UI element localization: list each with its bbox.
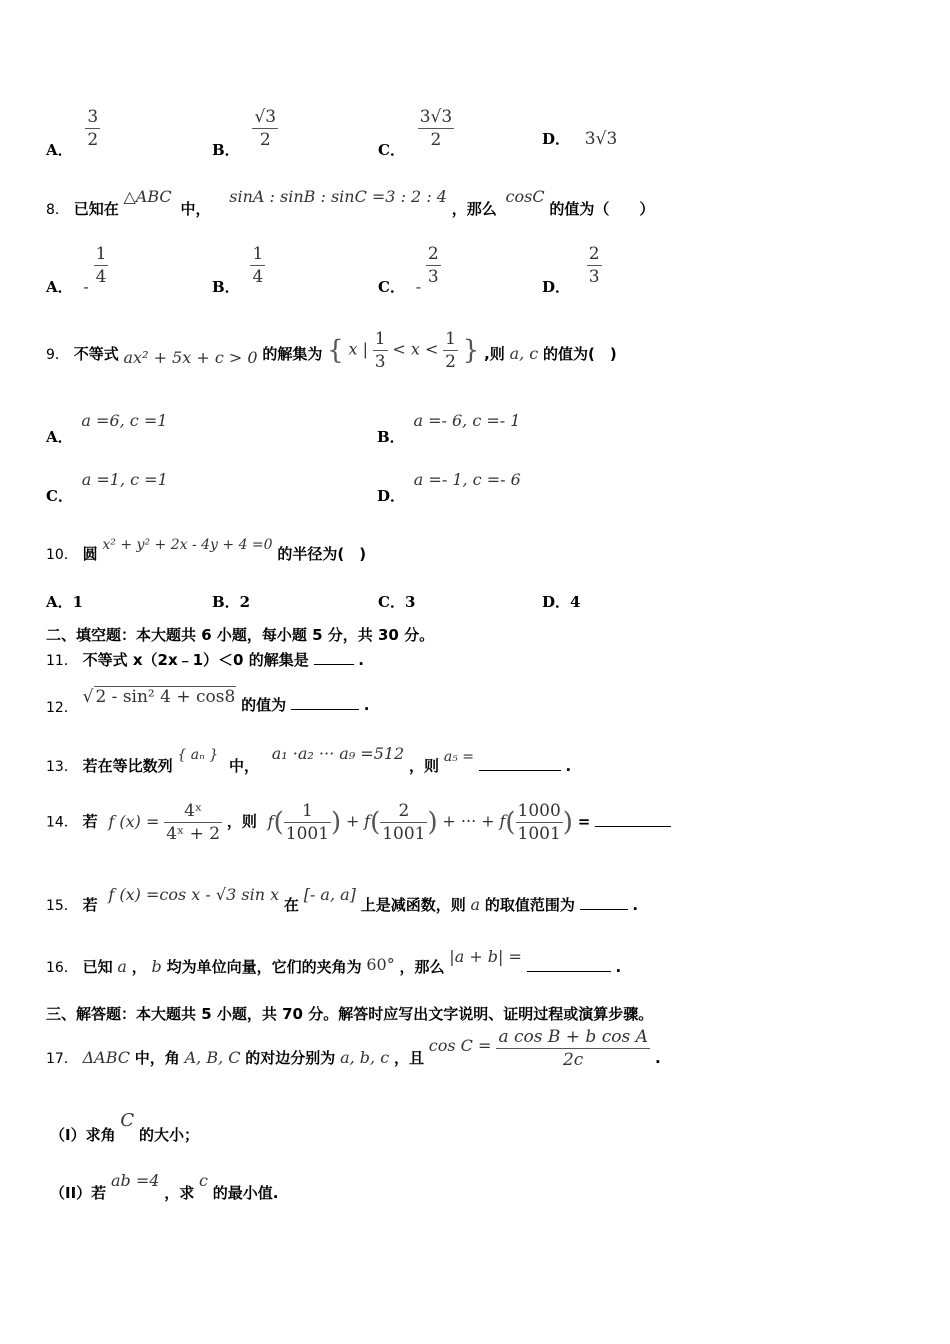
question-16: 16． 已知 a ， b 均为单位向量，它们的夹角为 60° ，那么 |a + b| = . (46, 947, 622, 976)
section-2-heading: 二、填空题：本大题共 6 小题，每小题 5 分，共 30 分。 (46, 626, 435, 644)
question-17: 17． ΔABC 中，角 A, B, C 的对边分别为 a, b, c ，且 cos C = $\frac{\text{a cos B + b cos A}}{2c}$ . (46, 1027, 661, 1070)
question-13: 13． 若在等比数列 { aₙ } 中， a₁ ·a₂ ··· a₉ =512 ，则 a₅ = . (46, 744, 572, 775)
q9-option-a: A． a =6, c =1 (46, 411, 168, 446)
q7-option-d: D． 3√3 (542, 129, 618, 149)
q10-option-a: A．1 (46, 593, 84, 611)
q9-option-d: D． a =- 1, c =- 6 (377, 470, 521, 505)
answer-blank (595, 812, 671, 827)
section-3-heading: 三、解答题：本大题共 5 小题，共 70 分。解答时应写出文字说明、证明过程或演算步骤。 (46, 1005, 654, 1023)
q10-option-d: D．4 (542, 593, 581, 611)
q10-option-c: C．3 (378, 593, 416, 611)
q7-option-b: B． $\frac{√3}{2}$ (212, 107, 277, 159)
question-9: 9． 不等式 ax² + 5x + c > 0 的解集为 { x | $\frac{1}{3}$ < x < $\frac{1}{2}$ } ,则 a, c 的值为( ) (46, 329, 617, 372)
q8-option-a: A． - $\frac{1}{4}$ (46, 244, 107, 296)
q9-option-b: B． a =- 6, c =- 1 (377, 411, 521, 446)
question-17-part-2: （II）若 ab =4 ，求 c 的最小值. (50, 1171, 279, 1202)
q8-option-d: D． $\frac{2}{3}$ (542, 244, 600, 296)
question-10: 10． 圆 x² + y² + 2x - 4y + 4 =0 的半径为( ) (46, 537, 367, 563)
answer-blank (527, 957, 611, 972)
question-14: 14． 若 f (x) = $\frac{\text{4ˣ}}{\text{4ˣ + 2}}$ ，则 f( $\frac{1}{1001}$ ) + f( $\frac{2}{1001}$ ) + ··· + f( $\frac{1000}{1001}$ ) = (46, 800, 671, 845)
q7-option-a: A． $\frac{3}{2}$ (46, 107, 99, 159)
answer-blank (580, 895, 628, 910)
answer-blank (314, 650, 354, 665)
answer-blank (291, 695, 359, 710)
q10-option-b: B．2 (212, 593, 251, 611)
q7-option-c: C． $\frac{3√3}{2}$ (378, 107, 453, 159)
question-15: 15． 若 f (x) =cos x - √3 sin x 在 [- a, a] 上是减函数，则 a 的取值范围为 . (46, 885, 639, 914)
q9-option-c: C． a =1, c =1 (46, 470, 168, 505)
answer-blank (479, 756, 561, 771)
question-11: 11． 不等式 x（2x﹣1）＜0 的解集是 . (46, 651, 364, 669)
question-17-part-1: （I）求角 C 的大小； (50, 1110, 199, 1144)
q8-option-c: C． - $\frac{2}{3}$ (378, 244, 439, 296)
q8-option-b: B． $\frac{1}{4}$ (212, 244, 264, 296)
question-12: 12． √ 2 - sin² 4 + cos8 的值为 . (46, 687, 370, 716)
question-8: 8． 已知在 △ABC 中， sinA : sinB : sinC =3 : 2 : 4 ，那么 cosC 的值为（ ） (46, 187, 655, 218)
